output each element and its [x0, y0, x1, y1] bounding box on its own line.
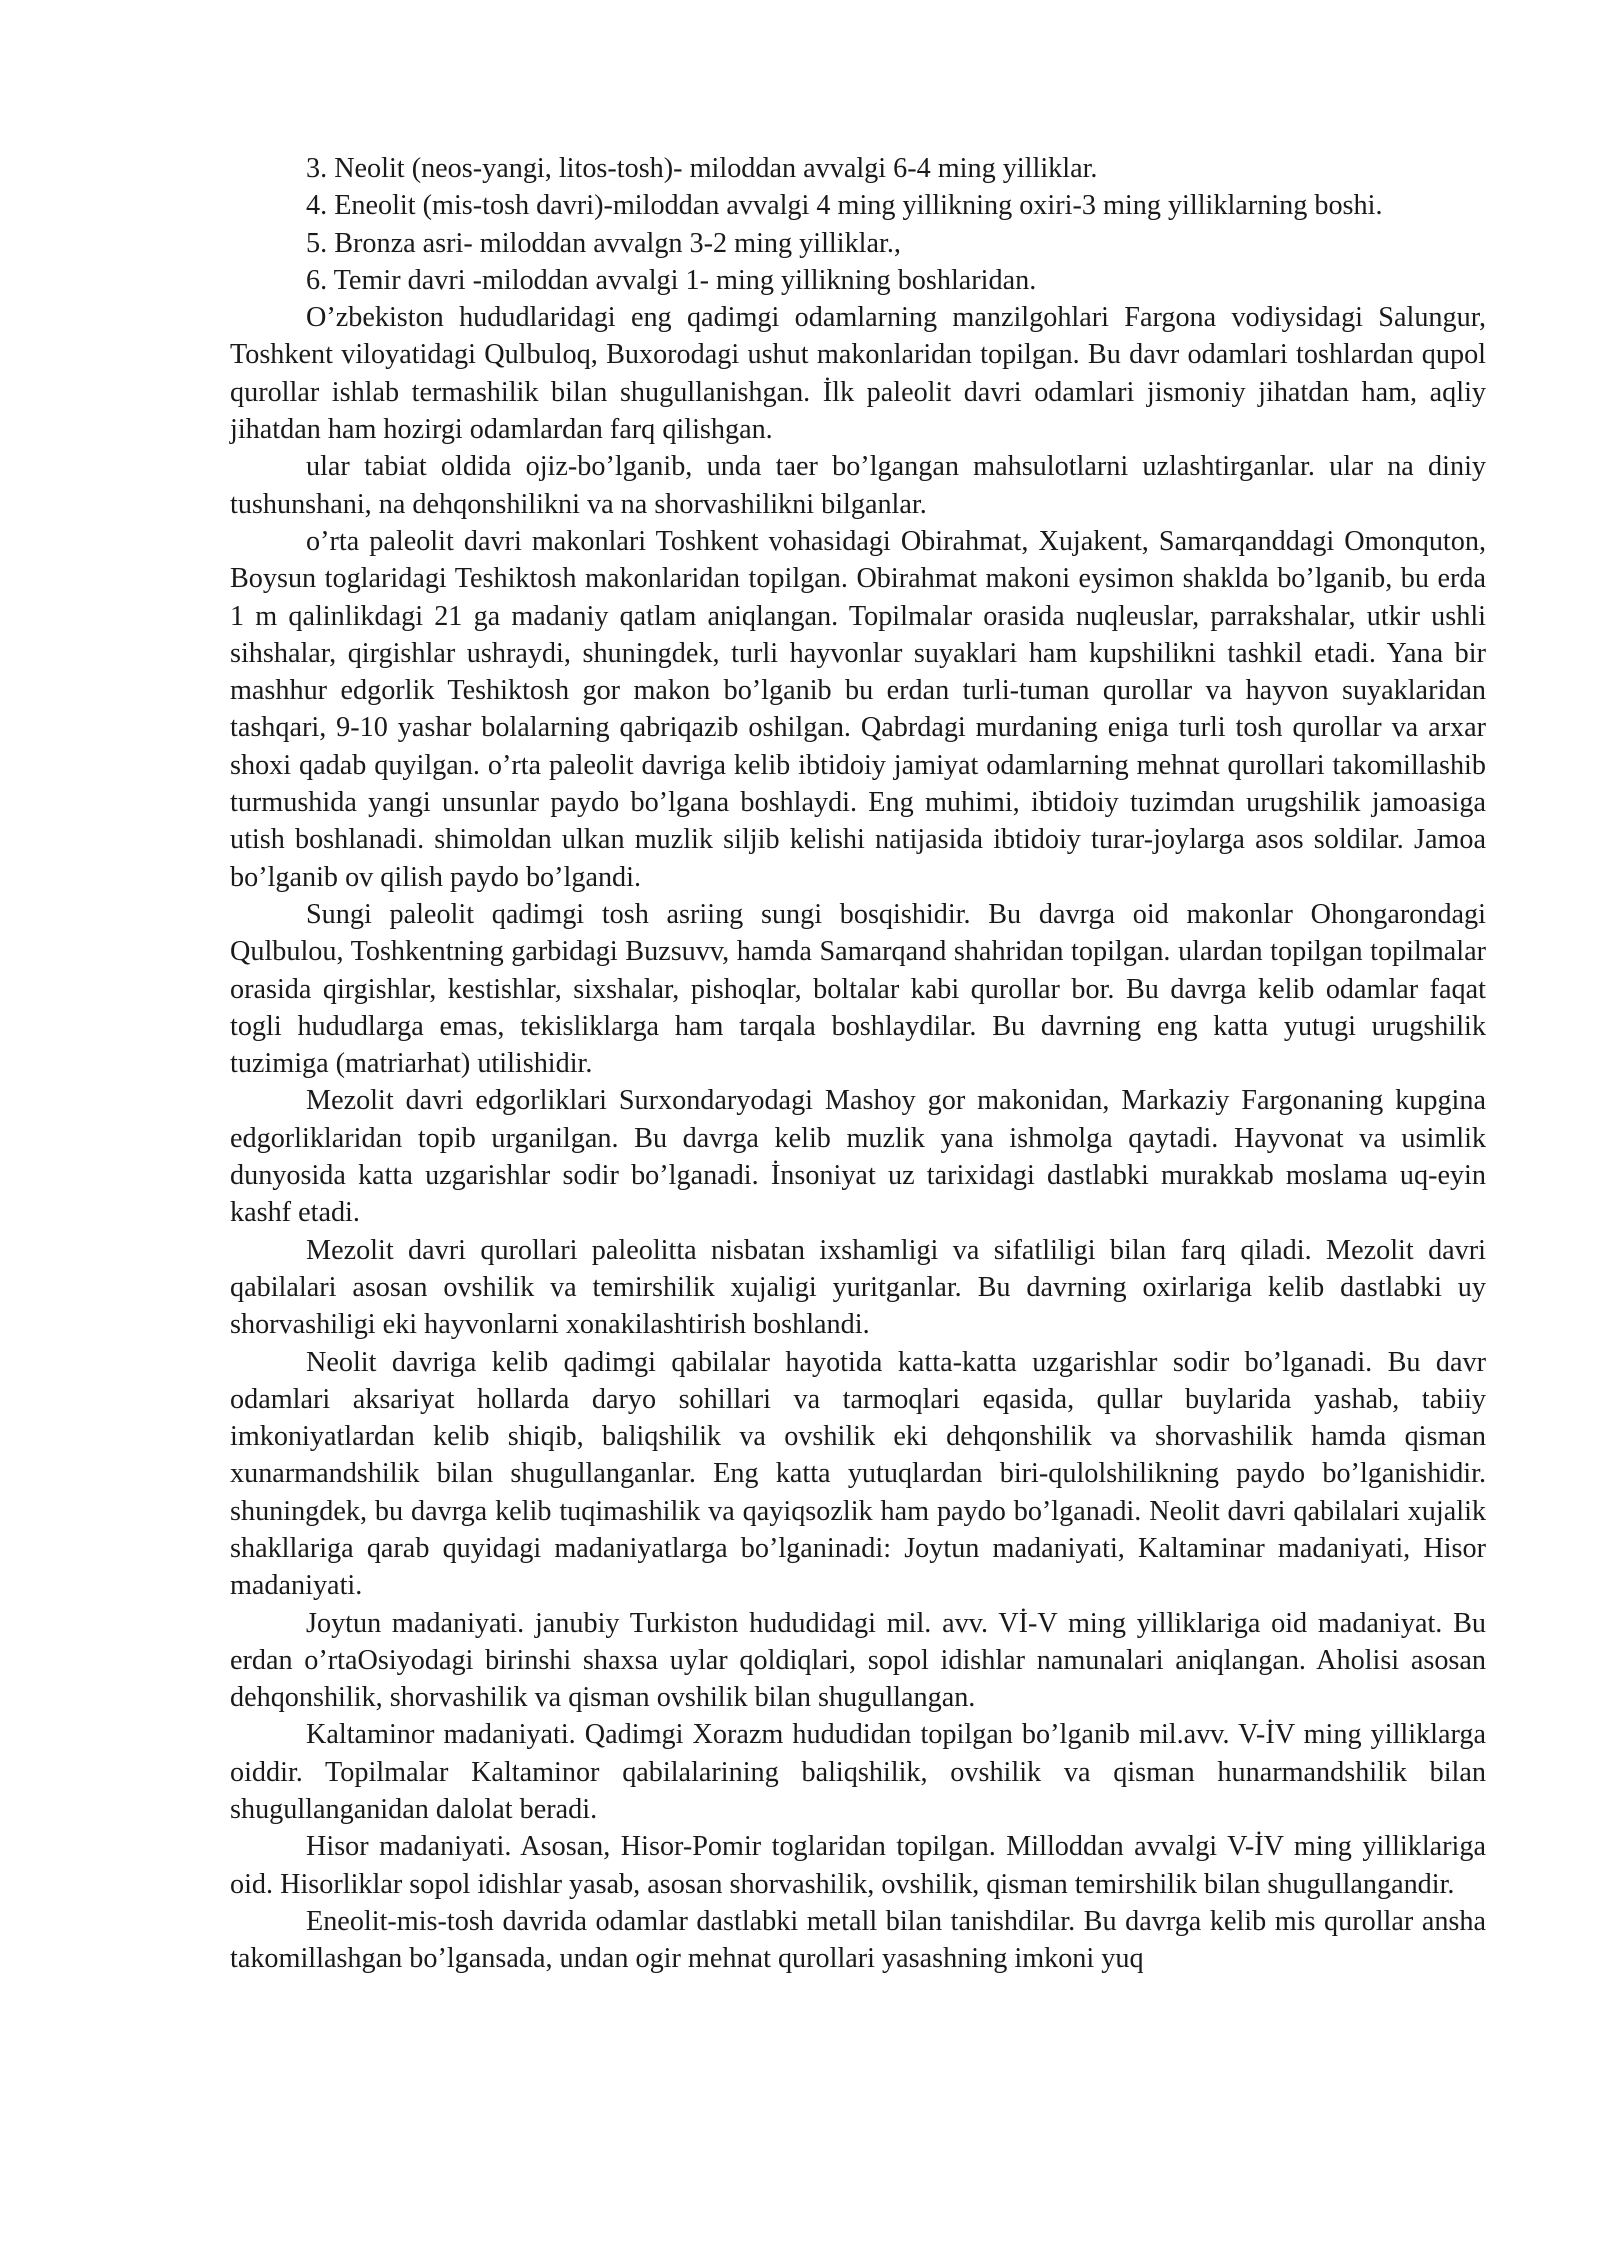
paragraph-mezolit-qurollari: Mezolit davri qurollari paleolitta nisbatan ixshamligi va sifatliligi bilan farq qiladi. Mezolit davri qabilalari asosan ovshilik va temirshilik xujaligi yuritganlar. Bu davrning oxirlariga kelib dastlabki uy shorvashiligi eki hayvonlarni xonakilashtirish boshlandi.: [230, 1234, 1486, 1341]
paragraph-eneolit-item: 4. Eneolit (mis-tosh davri)-miloddan avvalgi 4 ming yillikning oxiri-3 ming yilliklarning boshi.: [306, 190, 1383, 222]
paragraph-sungi-paleolit: Sungi paleolit qadimgi tosh asriing sungi bosqishidir. Bu davrga oid makonlar Ohongarondagi Qulbulou, Toshkentning garbidagi Buzsuvv, hamda Samarqand shahridan topilgan. ulardan topilgan topilmalar orasida qirgishlar, kestishlar, sixshalar, pishoqlar, boltalar kabi qurollar bor. Bu davrga kelib odamlar faqat togli hududlarga emas, tekisliklarga ham tarqala boshlaydilar. Bu davrning eng katta yutugi urugshilik tuzimiga (matriarhat) utilishidir.: [230, 898, 1486, 1080]
paragraph-temir-item: 6. Temir davri -miloddan avvalgi 1- ming yillikning boshlaridan.: [306, 264, 1037, 296]
paragraph-hisor: Hisor madaniyati. Asosan, Hisor-Pomir toglaridan topilgan. Milloddan avvalgi V-İV ming yilliklariga oid. Hisorliklar sopol idishlar yasab, asosan shorvashilik, ovshilik, qisman temirshilik bilan shugullangandir.: [230, 1831, 1486, 1900]
paragraph-joytun: Joytun madaniyati. janubiy Turkiston hududidagi mil. avv. Vİ-V ming yilliklariga oid madaniyat. Bu erdan o’rtaOsiyodagi birinshi shaxsa uylar qoldiqlari, sopol idishlar namunalari aniqlangan. Aholisi asosan dehqonshilik, shorvashilik va qisman ovshilik bilan shugullangan.: [230, 1607, 1486, 1714]
paragraph-neolit-davri: Neolit davriga kelib qadimgi qabilalar hayotida katta-katta uzgarishlar sodir bo’lganadi. Bu davr odamlari aksariyat hollarda daryo sohillari va tarmoqlari eqasida, qullar buylarida yashab, tabiiy imkoniyatlardan kelib shiqib, baliqshilik va ovshilik eki dehqonshilik va shorvashilik hamda qisman xunarmandshilik bilan shugullanganlar. Eng katta yutuqlardan biri-qulolshilikning paydo bo’lganishidir. shuningdek, bu davrga kelib tuqimashilik va qayiqsozlik ham paydo bo’lganadi. Neolit davri qabilalari xujalik shakllariga qarab quyidagi madaniyatlarga bo’lganinadi: Joytun madaniyati, Kaltaminar madaniyati, Hisor madaniyati.: [230, 1346, 1486, 1602]
paragraph-orta-paleolit: o’rta paleolit davri makonlari Toshkent vohasidagi Obirahmat, Xujakent, Samarqanddagi Omonquton, Boysun toglaridagi Teshiktosh makonlaridan topilgan. Obirahmat makoni eysimon shaklda bo’lganib, bu erda 1 m qalinlikdagi 21 ga madaniy qatlam aniqlangan. Topilmalar orasida nuqleuslar, parrakshalar, utkir ushli sihshalar, qirgishlar ushraydi, shuningdek, turli hayvonlar suyaklari ham kupshilikni tashkil etadi. Yana bir mashhur edgorlik Teshiktosh gor makon bo’lganib bu erdan turli-tuman qurollar va hayvon suyaklaridan tashqari, 9-10 yashar bolalarning qabriqazib oshilgan. Qabrdagi murdaning eniga turli tosh qurollar va arxar shoxi qadab quyilgan. o’rta paleolit davriga kelib ibtidoiy jamiyat odamlarning mehnat qurollari takomillashib turmushida yangi unsunlar paydo bo’lgana boshlaydi. Eng muhimi, ibtidoiy tuzimdan urugshilik jamoasiga utish boshlanadi. shimoldan ulkan muzlik siljib kelishi natijasida ibtidoiy turar-joylarga asos soldilar. Jamoa bo’lganib ov qilish paydo bo’lgandi.: [230, 525, 1486, 893]
document-page: [230, 150, 1486, 1978]
paragraph-ilk-paleolit: O’zbekiston hududlaridagi eng qadimgi odamlarning manzilgohlari Fargona vodiysidagi Salungur, Toshkent viloyatidagi Qulbuloq, Buxorodagi ushut makonlaridan topilgan. Bu davr odamlari toshlardan qupol qurollar ishlab termashilik bilan shugullanishgan. İlk paleolit davri odamlari jismoniy jihatdan ham, aqliy jihatdan ham hozirgi odamlardan farq qilishgan.: [230, 302, 1486, 446]
paragraph-kaltaminor: Kaltaminor madaniyati. Qadimgi Xorazm hududidan topilgan bo’lganib mil.avv. V-İV ming yilliklarga oiddir. Topilmalar Kaltaminor qabilalarining baliqshilik, ovshilik va qisman hunarmandshilik bilan shugullanganidan dalolat beradi.: [230, 1719, 1486, 1826]
paragraph-mezolit-edgorliklari: Mezolit davri edgorliklari Surxondaryodagi Mashoy gor makonidan, Markaziy Fargonaning kupgina edgorliklaridan topib urganilgan. Bu davrga kelib muzlik yana ishmolga qaytadi. Hayvonat va usimlik dunyosida katta uzgarishlar sodir bo’lganadi. İnsoniyat uz tarixidagi dastlabki murakkab moslama uq-eyin kashf etadi.: [230, 1085, 1486, 1229]
paragraph-tabiat: ular tabiat oldida ojiz-bo’lganib, unda taer bo’lgangan mahsulotlarni uzlashtirganlar. ular na diniy tushunshani, na dehqonshilikni va na shorvashilikni bilganlar.: [230, 451, 1486, 520]
paragraph-bronza-item: 5. Bronza asri- miloddan avvalgn 3-2 ming yilliklar.,: [306, 227, 901, 259]
paragraph-neolit-item: 3. Neolit (neos-yangi, litos-tosh)- miloddan avvalgi 6-4 ming yilliklar.: [306, 153, 1098, 184]
paragraph-eneolit-davri: Eneolit-mis-tosh davrida odamlar dastlabki metall bilan tanishdilar. Bu davrga kelib mis qurollar ansha takomillashgan bo’lgansada, undan ogir mehnat qurollari yasashning imkoni yuq: [230, 1905, 1486, 1975]
